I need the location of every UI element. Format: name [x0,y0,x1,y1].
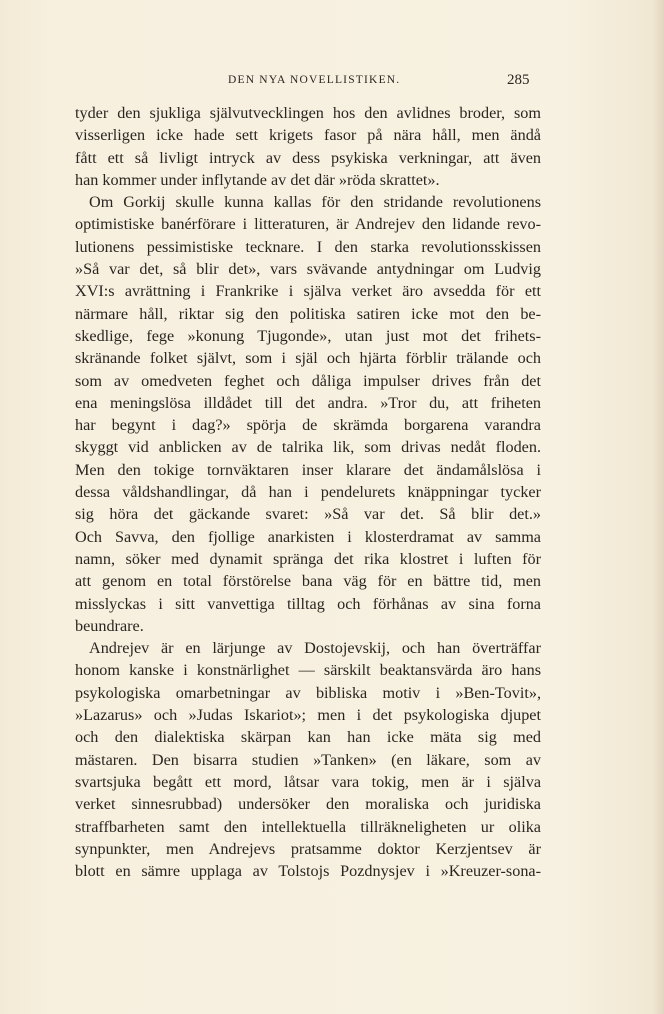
text-line: fått ett så livligt intryck av dess psykiska verkningar, att även [75,148,541,167]
text-line: skedlige, fege »konung Tjugonde», utan just mot det frihets- [75,326,541,345]
text-line: skränande folket självt, som i själ och hjärta förblir trälande och [75,349,541,368]
text-line: dessa våldshandlingar, då han i pendelurets knäppningar tycker [75,483,541,502]
text-line: psykologiska omarbetningar av bibliska motiv i »Ben-Tovit», [75,683,541,702]
text-line: svartsjuka begått ett mord, låtsar vara tokig, men är i själva [75,772,541,791]
text-line: optimistiske banérförare i litteraturen, är Andrejev den lidande revo- [75,215,541,234]
text-line: att genom en total förstörelse bana väg för en bättre tid, men [75,572,541,591]
text-line: Men den tokige tornväktaren inser klarare det ändamålslösa i [75,460,541,479]
running-head: DEN NYA NOVELLISTIKEN. [228,74,401,86]
text-line: »Så var det, så blir det», vars svävande antydningar om Ludvig [75,260,541,279]
text-line: straffbarheten samt den intellektuella tillräkneligheten ur olika [75,817,541,836]
text-line: »Lazarus» och »Judas Iskariot»; men i det psykologiska djupet [75,706,541,725]
text-line: han kommer under inflytande av det där »röda skrattet». [75,170,440,189]
text-line: Och Savva, den fjollige anarkisten i klosterdramat av samma [75,527,541,546]
text-line: mästaren. Den bisarra studien »Tanken» (en läkare, som av [75,750,541,769]
text-line: honom kanske i konstnärlighet — särskilt beaktansvärda äro hans [75,661,541,680]
text-line: närmare håll, riktar sig den politiska satiren icke mot den be- [75,304,541,323]
page-number: 285 [507,72,530,88]
text-line: blott en sämre upplaga av Tolstojs Pozdnysjev i »Kreuzer-sona- [75,862,541,881]
text-line: ena meningslösa illdådet till det andra. »Tror du, att friheten [75,393,541,412]
text-line: tyder den sjukliga självutvecklingen hos den avlidnes broder, som [75,104,541,122]
text-line: Andrejev är en lärjunge av Dostojevskij, och han överträffar [89,639,541,658]
text-line: beundrare. [75,616,144,635]
text-line: lutionens pessimistiske tecknare. I den starka revolutionsskissen [75,237,541,256]
text-line: namn, söker med dynamit spränga det rika klostret i luften för [75,549,541,568]
text-line: misslyckas i sitt vanvettiga tilltag och förhånas av sina forna [75,594,541,613]
text-line: har begynt i dag?» spörja de skrämda borgarena varandra [75,416,541,435]
text-line: som av omedveten feghet och dåliga impulser drives från det [75,371,541,390]
body-text [75,102,541,882]
text-line: skyggt vid anblicken av de talrika lik, som drivas nedåt floden. [75,438,541,457]
text-line: XVI:s avrättning i Frankrike i själva verket äro avsedda för ett [75,282,541,301]
text-line: Om Gorkij skulle kunna kallas för den stridande revolutionens [89,193,541,212]
text-line: verket sinnesrubbad) undersöker den moraliska och juridiska [75,795,541,814]
page-edge-shadow [652,0,664,1014]
text-line: visserligen icke hade sett krigets fasor på nära håll, men ändå [75,126,541,145]
text-line: sig höra det gäckande svaret: »Så var det. Så blir det.» [75,505,541,524]
text-line: och den dialektiska skärpan kan han icke mäta sig med [75,728,541,747]
text-line: synpunkter, men Andrejevs pratsamme doktor Kerzjentsev är [75,839,541,858]
